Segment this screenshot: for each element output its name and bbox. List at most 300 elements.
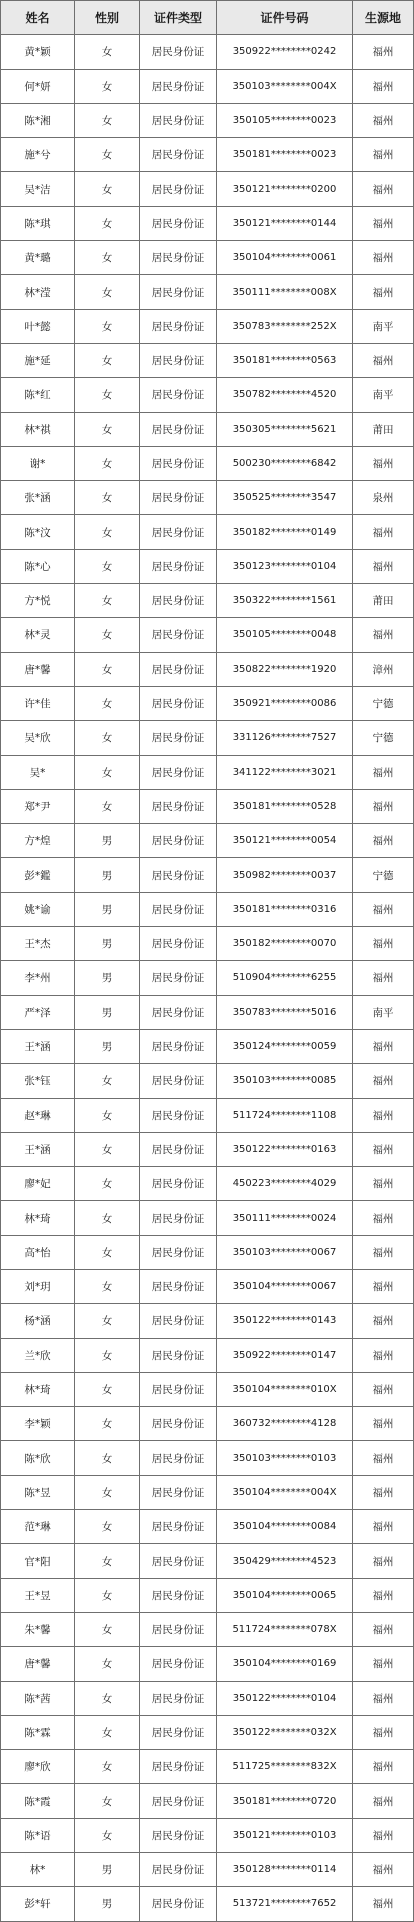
- column-header-id-number[interactable]: 证件号码: [217, 1, 353, 35]
- cell-gender[interactable]: 女: [75, 1681, 140, 1715]
- cell-id-number[interactable]: 513721********7652: [217, 1887, 353, 1921]
- cell-origin[interactable]: 福州: [353, 1784, 414, 1818]
- cell-gender[interactable]: 女: [75, 1098, 140, 1132]
- cell-origin[interactable]: 福州: [353, 1407, 414, 1441]
- cell-gender[interactable]: 女: [75, 481, 140, 515]
- cell-origin[interactable]: 福州: [353, 1372, 414, 1406]
- cell-id-number[interactable]: 350121********0144: [217, 206, 353, 240]
- cell-id-type[interactable]: 居民身份证: [140, 652, 217, 686]
- cell-name[interactable]: 施*延: [1, 343, 75, 377]
- table-row: [1, 446, 414, 480]
- cell-name[interactable]: 施*兮: [1, 138, 75, 172]
- cell-id-number[interactable]: 350181********0528: [217, 789, 353, 823]
- cell-id-number[interactable]: 350822********1920: [217, 652, 353, 686]
- cell-name[interactable]: 吴*洁: [1, 172, 75, 206]
- cell-id-number[interactable]: 450223********4029: [217, 1167, 353, 1201]
- cell-id-number[interactable]: 350122********0143: [217, 1304, 353, 1338]
- cell-origin[interactable]: 福州: [353, 138, 414, 172]
- cell-gender[interactable]: 女: [75, 1510, 140, 1544]
- cell-name[interactable]: 王*涵: [1, 1132, 75, 1166]
- cell-name[interactable]: 刘*玥: [1, 1269, 75, 1303]
- cell-name[interactable]: 林*: [1, 1853, 75, 1887]
- cell-gender[interactable]: 女: [75, 446, 140, 480]
- cell-id-number[interactable]: 350783********5016: [217, 995, 353, 1029]
- cell-id-type[interactable]: 居民身份证: [140, 1064, 217, 1098]
- column-header-name[interactable]: 姓名: [1, 1, 75, 35]
- cell-id-number[interactable]: 350111********0024: [217, 1201, 353, 1235]
- cell-origin[interactable]: 福州: [353, 35, 414, 69]
- cell-name[interactable]: 廖*妃: [1, 1167, 75, 1201]
- cell-gender[interactable]: 女: [75, 686, 140, 720]
- cell-name[interactable]: 陈*昱: [1, 1475, 75, 1509]
- cell-gender[interactable]: 女: [75, 1407, 140, 1441]
- cell-id-type[interactable]: 居民身份证: [140, 1612, 217, 1646]
- cell-origin[interactable]: 宁德: [353, 686, 414, 720]
- cell-name[interactable]: 陈*湘: [1, 103, 75, 137]
- cell-origin[interactable]: 福州: [353, 1544, 414, 1578]
- cell-id-number[interactable]: 331126********7527: [217, 721, 353, 755]
- cell-origin[interactable]: 福州: [353, 1853, 414, 1887]
- cell-name[interactable]: 范*琳: [1, 1510, 75, 1544]
- cell-gender[interactable]: 男: [75, 927, 140, 961]
- cell-id-number[interactable]: 350122********0163: [217, 1132, 353, 1166]
- cell-name[interactable]: 林*灵: [1, 618, 75, 652]
- cell-id-type[interactable]: 居民身份证: [140, 1578, 217, 1612]
- cell-id-type[interactable]: 居民身份证: [140, 241, 217, 275]
- cell-id-number[interactable]: 350128********0114: [217, 1853, 353, 1887]
- table-row: [1, 721, 414, 755]
- cell-gender[interactable]: 女: [75, 343, 140, 377]
- cell-origin[interactable]: 福州: [353, 1887, 414, 1921]
- cell-id-number[interactable]: 350121********0054: [217, 824, 353, 858]
- table-row: [1, 618, 414, 652]
- cell-name[interactable]: 严*泽: [1, 995, 75, 1029]
- cell-name[interactable]: 陈*心: [1, 549, 75, 583]
- cell-id-number[interactable]: 350181********0720: [217, 1784, 353, 1818]
- cell-name[interactable]: 王*昱: [1, 1578, 75, 1612]
- cell-id-number[interactable]: 511725********832X: [217, 1750, 353, 1784]
- cell-origin[interactable]: 福州: [353, 515, 414, 549]
- cell-origin[interactable]: 福州: [353, 1681, 414, 1715]
- cell-origin[interactable]: 福州: [353, 1304, 414, 1338]
- cell-origin[interactable]: 福州: [353, 618, 414, 652]
- cell-id-number[interactable]: 350122********0104: [217, 1681, 353, 1715]
- cell-gender[interactable]: 女: [75, 172, 140, 206]
- cell-gender[interactable]: 男: [75, 995, 140, 1029]
- cell-origin[interactable]: 福州: [353, 1510, 414, 1544]
- cell-origin[interactable]: 福州: [353, 343, 414, 377]
- cell-gender[interactable]: 女: [75, 275, 140, 309]
- cell-origin[interactable]: 福州: [353, 206, 414, 240]
- cell-origin[interactable]: 福州: [353, 1269, 414, 1303]
- cell-id-number[interactable]: 350525********3547: [217, 481, 353, 515]
- cell-name[interactable]: 王*杰: [1, 927, 75, 961]
- cell-name[interactable]: 杨*涵: [1, 1304, 75, 1338]
- cell-name[interactable]: 林*祺: [1, 412, 75, 446]
- cell-name[interactable]: 方*悦: [1, 584, 75, 618]
- cell-id-type[interactable]: 居民身份证: [140, 1715, 217, 1749]
- cell-origin[interactable]: 福州: [353, 824, 414, 858]
- cell-id-number[interactable]: 350322********1561: [217, 584, 353, 618]
- column-header-gender[interactable]: 性别: [75, 1, 140, 35]
- cell-gender[interactable]: 男: [75, 858, 140, 892]
- table-row: [1, 584, 414, 618]
- cell-origin[interactable]: 福州: [353, 1715, 414, 1749]
- cell-id-type[interactable]: 居民身份证: [140, 1235, 217, 1269]
- cell-name[interactable]: 陈*茜: [1, 1681, 75, 1715]
- cell-name[interactable]: 高*怡: [1, 1235, 75, 1269]
- cell-id-number[interactable]: 350103********0067: [217, 1235, 353, 1269]
- cell-gender[interactable]: 女: [75, 1269, 140, 1303]
- cell-name[interactable]: 李*州: [1, 961, 75, 995]
- cell-id-type[interactable]: 居民身份证: [140, 1647, 217, 1681]
- cell-name[interactable]: 张*涵: [1, 481, 75, 515]
- table-row: [1, 1201, 414, 1235]
- cell-name[interactable]: 官*阳: [1, 1544, 75, 1578]
- cell-id-type[interactable]: 居民身份证: [140, 1475, 217, 1509]
- cell-id-type[interactable]: 居民身份证: [140, 1818, 217, 1852]
- cell-id-type[interactable]: 居民身份证: [140, 1338, 217, 1372]
- cell-origin[interactable]: 宁德: [353, 858, 414, 892]
- cell-origin[interactable]: 福州: [353, 1338, 414, 1372]
- cell-origin[interactable]: 福州: [353, 69, 414, 103]
- cell-gender[interactable]: 女: [75, 69, 140, 103]
- cell-id-type[interactable]: 居民身份证: [140, 1784, 217, 1818]
- cell-name[interactable]: 林*琦: [1, 1201, 75, 1235]
- cell-id-number[interactable]: 350782********4520: [217, 378, 353, 412]
- cell-id-type[interactable]: 居民身份证: [140, 686, 217, 720]
- cell-id-number[interactable]: 350181********0316: [217, 892, 353, 926]
- cell-origin[interactable]: 福州: [353, 1612, 414, 1646]
- cell-name[interactable]: 陈*欣: [1, 1441, 75, 1475]
- table-row: [1, 961, 414, 995]
- cell-origin[interactable]: 莆田: [353, 584, 414, 618]
- cell-id-type[interactable]: 居民身份证: [140, 138, 217, 172]
- cell-gender[interactable]: 男: [75, 961, 140, 995]
- cell-id-number[interactable]: 350783********252X: [217, 309, 353, 343]
- cell-id-number[interactable]: 350103********0103: [217, 1441, 353, 1475]
- cell-id-number[interactable]: 350922********0147: [217, 1338, 353, 1372]
- cell-gender[interactable]: 女: [75, 515, 140, 549]
- cell-origin[interactable]: 福州: [353, 172, 414, 206]
- cell-name[interactable]: 彭*鑑: [1, 858, 75, 892]
- cell-name[interactable]: 王*涵: [1, 1029, 75, 1063]
- cell-name[interactable]: 郑*尹: [1, 789, 75, 823]
- cell-gender[interactable]: 女: [75, 1064, 140, 1098]
- cell-id-number[interactable]: 350982********0037: [217, 858, 353, 892]
- cell-gender[interactable]: 女: [75, 1475, 140, 1509]
- cell-id-type[interactable]: 居民身份证: [140, 69, 217, 103]
- table-row: [1, 1544, 414, 1578]
- cell-origin[interactable]: 福州: [353, 892, 414, 926]
- cell-id-number[interactable]: 350104********0061: [217, 241, 353, 275]
- cell-name[interactable]: 姚*谕: [1, 892, 75, 926]
- cell-id-type[interactable]: 居民身份证: [140, 755, 217, 789]
- cell-origin[interactable]: 南平: [353, 995, 414, 1029]
- cell-id-number[interactable]: 350305********5621: [217, 412, 353, 446]
- cell-id-number[interactable]: 350124********0059: [217, 1029, 353, 1063]
- column-header-origin[interactable]: 生源地: [353, 1, 414, 35]
- cell-name[interactable]: 吴*欣: [1, 721, 75, 755]
- cell-id-number[interactable]: 350104********0065: [217, 1578, 353, 1612]
- cell-id-type[interactable]: 居民身份证: [140, 721, 217, 755]
- cell-origin[interactable]: 福州: [353, 1441, 414, 1475]
- cell-gender[interactable]: 男: [75, 1029, 140, 1063]
- cell-origin[interactable]: 南平: [353, 378, 414, 412]
- cell-name[interactable]: 张*钰: [1, 1064, 75, 1098]
- cell-origin[interactable]: 福州: [353, 1098, 414, 1132]
- table-row: [1, 1372, 414, 1406]
- cell-gender[interactable]: 女: [75, 618, 140, 652]
- cell-gender[interactable]: 女: [75, 1647, 140, 1681]
- cell-id-type[interactable]: 居民身份证: [140, 481, 217, 515]
- cell-name[interactable]: 谢*: [1, 446, 75, 480]
- cell-id-type[interactable]: 居民身份证: [140, 1372, 217, 1406]
- cell-id-type[interactable]: 居民身份证: [140, 1201, 217, 1235]
- cell-name[interactable]: 陈*霖: [1, 1715, 75, 1749]
- cell-id-number[interactable]: 500230********6842: [217, 446, 353, 480]
- table-row: [1, 1132, 414, 1166]
- table-row: [1, 138, 414, 172]
- cell-name[interactable]: 陈*语: [1, 1818, 75, 1852]
- cell-gender[interactable]: 女: [75, 1578, 140, 1612]
- cell-gender[interactable]: 女: [75, 652, 140, 686]
- cell-id-type[interactable]: 居民身份证: [140, 1441, 217, 1475]
- cell-id-type[interactable]: 居民身份证: [140, 1510, 217, 1544]
- column-header-id-type[interactable]: 证件类型: [140, 1, 217, 35]
- cell-gender[interactable]: 女: [75, 412, 140, 446]
- cell-id-number[interactable]: 510904********6255: [217, 961, 353, 995]
- cell-name[interactable]: 许*佳: [1, 686, 75, 720]
- table-row: [1, 378, 414, 412]
- cell-name[interactable]: 林*滢: [1, 275, 75, 309]
- cell-id-number[interactable]: 350921********0086: [217, 686, 353, 720]
- cell-gender[interactable]: 女: [75, 1544, 140, 1578]
- cell-origin[interactable]: 福州: [353, 1235, 414, 1269]
- cell-id-type[interactable]: 居民身份证: [140, 892, 217, 926]
- cell-id-type[interactable]: 居民身份证: [140, 172, 217, 206]
- cell-id-type[interactable]: 居民身份证: [140, 858, 217, 892]
- cell-id-type[interactable]: 居民身份证: [140, 618, 217, 652]
- cell-id-number[interactable]: 350105********0023: [217, 103, 353, 137]
- cell-origin[interactable]: 福州: [353, 961, 414, 995]
- cell-origin[interactable]: 福州: [353, 1750, 414, 1784]
- cell-id-number[interactable]: 350104********0067: [217, 1269, 353, 1303]
- cell-name[interactable]: 方*煌: [1, 824, 75, 858]
- cell-gender[interactable]: 女: [75, 206, 140, 240]
- cell-id-number[interactable]: 350105********0048: [217, 618, 353, 652]
- cell-id-type[interactable]: 居民身份证: [140, 1167, 217, 1201]
- cell-id-type[interactable]: 居民身份证: [140, 103, 217, 137]
- cell-id-number[interactable]: 350111********008X: [217, 275, 353, 309]
- cell-gender[interactable]: 女: [75, 309, 140, 343]
- cell-id-type[interactable]: 居民身份证: [140, 343, 217, 377]
- cell-id-number[interactable]: 350103********0085: [217, 1064, 353, 1098]
- cell-origin[interactable]: 福州: [353, 789, 414, 823]
- cell-origin[interactable]: 福州: [353, 1167, 414, 1201]
- cell-id-type[interactable]: 居民身份证: [140, 1681, 217, 1715]
- cell-gender[interactable]: 女: [75, 1338, 140, 1372]
- cell-id-type[interactable]: 居民身份证: [140, 995, 217, 1029]
- cell-id-type[interactable]: 居民身份证: [140, 584, 217, 618]
- cell-id-type[interactable]: 居民身份证: [140, 927, 217, 961]
- cell-id-type[interactable]: 居民身份证: [140, 275, 217, 309]
- cell-name[interactable]: 吴*: [1, 755, 75, 789]
- table-row: [1, 1407, 414, 1441]
- cell-name[interactable]: 朱*馨: [1, 1612, 75, 1646]
- cell-origin[interactable]: 福州: [353, 1818, 414, 1852]
- cell-name[interactable]: 彭*轩: [1, 1887, 75, 1921]
- cell-name[interactable]: 黄*璐: [1, 241, 75, 275]
- cell-name[interactable]: 黄*颖: [1, 35, 75, 69]
- cell-gender[interactable]: 女: [75, 755, 140, 789]
- cell-gender[interactable]: 女: [75, 1304, 140, 1338]
- cell-gender[interactable]: 女: [75, 789, 140, 823]
- cell-name[interactable]: 陈*琪: [1, 206, 75, 240]
- cell-id-number[interactable]: 350104********004X: [217, 1475, 353, 1509]
- cell-gender[interactable]: 女: [75, 1612, 140, 1646]
- cell-origin[interactable]: 南平: [353, 309, 414, 343]
- cell-origin[interactable]: 福州: [353, 275, 414, 309]
- cell-gender[interactable]: 女: [75, 138, 140, 172]
- table-body: [1, 35, 414, 1921]
- cell-origin[interactable]: 福州: [353, 103, 414, 137]
- cell-gender[interactable]: 女: [75, 241, 140, 275]
- cell-name[interactable]: 陈*红: [1, 378, 75, 412]
- cell-origin[interactable]: 泉州: [353, 481, 414, 515]
- table-row: [1, 275, 414, 309]
- cell-name[interactable]: 李*颖: [1, 1407, 75, 1441]
- cell-gender[interactable]: 女: [75, 35, 140, 69]
- cell-origin[interactable]: 福州: [353, 1475, 414, 1509]
- cell-name[interactable]: 林*琦: [1, 1372, 75, 1406]
- cell-id-number[interactable]: 341122********3021: [217, 755, 353, 789]
- cell-origin[interactable]: 漳州: [353, 652, 414, 686]
- cell-gender[interactable]: 女: [75, 1235, 140, 1269]
- cell-gender[interactable]: 女: [75, 103, 140, 137]
- cell-id-type[interactable]: 居民身份证: [140, 1750, 217, 1784]
- cell-name[interactable]: 唐*馨: [1, 652, 75, 686]
- cell-id-type[interactable]: 居民身份证: [140, 549, 217, 583]
- cell-id-number[interactable]: 350121********0200: [217, 172, 353, 206]
- cell-id-number[interactable]: 511724********078X: [217, 1612, 353, 1646]
- cell-gender[interactable]: 女: [75, 1201, 140, 1235]
- cell-id-type[interactable]: 居民身份证: [140, 206, 217, 240]
- cell-gender[interactable]: 男: [75, 824, 140, 858]
- cell-gender[interactable]: 女: [75, 1372, 140, 1406]
- cell-id-type[interactable]: 居民身份证: [140, 1098, 217, 1132]
- cell-id-number[interactable]: 350104********0084: [217, 1510, 353, 1544]
- cell-origin[interactable]: 福州: [353, 1578, 414, 1612]
- table-row: [1, 1887, 414, 1921]
- cell-gender[interactable]: 女: [75, 378, 140, 412]
- cell-origin[interactable]: 福州: [353, 1029, 414, 1063]
- cell-id-type[interactable]: 居民身份证: [140, 1544, 217, 1578]
- cell-name[interactable]: 兰*欣: [1, 1338, 75, 1372]
- cell-id-number[interactable]: 350122********032X: [217, 1715, 353, 1749]
- cell-gender[interactable]: 女: [75, 1784, 140, 1818]
- table-row: [1, 1612, 414, 1646]
- cell-name[interactable]: 陈*霞: [1, 1784, 75, 1818]
- table-row: [1, 652, 414, 686]
- cell-name[interactable]: 何*妍: [1, 69, 75, 103]
- cell-gender[interactable]: 男: [75, 1853, 140, 1887]
- cell-name[interactable]: 唐*馨: [1, 1647, 75, 1681]
- cell-name[interactable]: 赵*琳: [1, 1098, 75, 1132]
- cell-gender[interactable]: 女: [75, 1750, 140, 1784]
- cell-gender[interactable]: 女: [75, 1818, 140, 1852]
- cell-gender[interactable]: 女: [75, 1715, 140, 1749]
- cell-id-number[interactable]: 350182********0070: [217, 927, 353, 961]
- cell-origin[interactable]: 福州: [353, 446, 414, 480]
- cell-gender[interactable]: 女: [75, 1167, 140, 1201]
- cell-id-type[interactable]: 居民身份证: [140, 412, 217, 446]
- cell-origin[interactable]: 福州: [353, 1201, 414, 1235]
- cell-gender[interactable]: 女: [75, 1441, 140, 1475]
- cell-origin[interactable]: 福州: [353, 1132, 414, 1166]
- cell-id-type[interactable]: 居民身份证: [140, 1887, 217, 1921]
- cell-origin[interactable]: 莆田: [353, 412, 414, 446]
- table-row: [1, 1441, 414, 1475]
- cell-origin[interactable]: 福州: [353, 927, 414, 961]
- cell-id-type[interactable]: 居民身份证: [140, 35, 217, 69]
- cell-id-number[interactable]: 350104********010X: [217, 1372, 353, 1406]
- cell-gender[interactable]: 女: [75, 549, 140, 583]
- cell-gender[interactable]: 女: [75, 1132, 140, 1166]
- cell-id-number[interactable]: 350123********0104: [217, 549, 353, 583]
- cell-gender[interactable]: 女: [75, 721, 140, 755]
- cell-id-number[interactable]: 350182********0149: [217, 515, 353, 549]
- cell-origin[interactable]: 福州: [353, 1647, 414, 1681]
- cell-id-type[interactable]: 居民身份证: [140, 961, 217, 995]
- cell-id-type[interactable]: 居民身份证: [140, 1853, 217, 1887]
- cell-id-type[interactable]: 居民身份证: [140, 1029, 217, 1063]
- cell-name[interactable]: 叶*懿: [1, 309, 75, 343]
- cell-id-number[interactable]: 350121********0103: [217, 1818, 353, 1852]
- cell-id-type[interactable]: 居民身份证: [140, 515, 217, 549]
- cell-id-number[interactable]: 360732********4128: [217, 1407, 353, 1441]
- cell-id-type[interactable]: 居民身份证: [140, 1304, 217, 1338]
- cell-id-number[interactable]: 350181********0563: [217, 343, 353, 377]
- cell-origin[interactable]: 宁德: [353, 721, 414, 755]
- cell-gender[interactable]: 女: [75, 584, 140, 618]
- cell-origin[interactable]: 福州: [353, 755, 414, 789]
- cell-id-number[interactable]: 350429********4523: [217, 1544, 353, 1578]
- cell-id-type[interactable]: 居民身份证: [140, 824, 217, 858]
- cell-id-type[interactable]: 居民身份证: [140, 378, 217, 412]
- table-row: [1, 1715, 414, 1749]
- cell-id-type[interactable]: 居民身份证: [140, 309, 217, 343]
- cell-name[interactable]: 廖*欣: [1, 1750, 75, 1784]
- cell-id-number[interactable]: 511724********1108: [217, 1098, 353, 1132]
- cell-origin[interactable]: 福州: [353, 241, 414, 275]
- table-row: [1, 1029, 414, 1063]
- cell-id-type[interactable]: 居民身份证: [140, 1407, 217, 1441]
- cell-id-number[interactable]: 350103********004X: [217, 69, 353, 103]
- cell-id-number[interactable]: 350104********0169: [217, 1647, 353, 1681]
- cell-gender[interactable]: 男: [75, 892, 140, 926]
- cell-id-number[interactable]: 350181********0023: [217, 138, 353, 172]
- cell-id-number[interactable]: 350922********0242: [217, 35, 353, 69]
- cell-id-type[interactable]: 居民身份证: [140, 789, 217, 823]
- cell-name[interactable]: 陈*汶: [1, 515, 75, 549]
- cell-id-type[interactable]: 居民身份证: [140, 446, 217, 480]
- cell-id-type[interactable]: 居民身份证: [140, 1269, 217, 1303]
- cell-id-type[interactable]: 居民身份证: [140, 1132, 217, 1166]
- cell-gender[interactable]: 男: [75, 1887, 140, 1921]
- cell-origin[interactable]: 福州: [353, 1064, 414, 1098]
- cell-origin[interactable]: 福州: [353, 549, 414, 583]
